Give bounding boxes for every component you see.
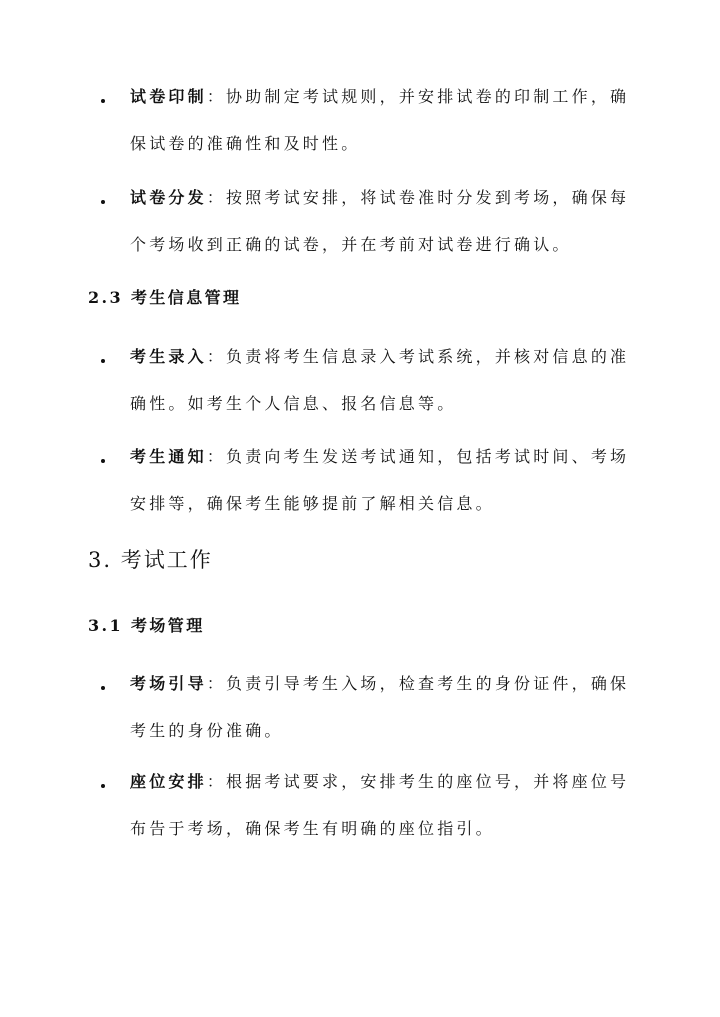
list-item-line	[130, 446, 629, 468]
list-item-term: 考生录入	[130, 347, 207, 366]
list-item-text-continued: 布告于考场，确保考生有明确的座位指引。	[130, 819, 495, 838]
list-item-text-continued: 考生的身份准确。	[130, 721, 284, 740]
bullet-icon	[101, 686, 105, 690]
subsection-heading-2-3: 2.3 考生信息管理	[88, 288, 242, 307]
list-item-text-continued: 个考场收到正确的试卷，并在考前对试卷进行确认。	[130, 235, 572, 254]
list-item-text: ：负责将考生信息录入考试系统，并核对信息的准	[206, 347, 630, 366]
subsection-heading-3-1: 3.1 考场管理	[88, 616, 205, 635]
bullet-icon	[101, 200, 105, 204]
bullet-icon	[101, 459, 105, 463]
list-item-line	[130, 346, 629, 368]
list-item-text: ：根据考试要求，安排考生的座位号，并将座位号	[206, 772, 630, 791]
list-item-line	[130, 673, 629, 695]
list-item-term: 试卷分发	[130, 188, 207, 207]
section-heading-3: 3. 考试工作	[88, 548, 213, 572]
bullet-icon	[101, 784, 105, 788]
list-item-text: ：负责向考生发送考试通知，包括考试时间、考场	[206, 447, 630, 466]
list-item-text-continued: 安排等，确保考生能够提前了解相关信息。	[130, 494, 495, 513]
list-item-term: 考生通知	[130, 447, 207, 466]
list-item-line	[130, 771, 629, 793]
list-item-term: 试卷印制	[130, 87, 207, 106]
list-item-line	[130, 187, 629, 209]
list-item-text-continued: 确性。如考生个人信息、报名信息等。	[130, 394, 457, 413]
list-item-term: 座位安排	[130, 772, 207, 791]
list-item-text: ：负责引导考生入场，检查考生的身份证件，确保	[206, 674, 630, 693]
bullet-icon	[101, 359, 105, 363]
list-item-line	[130, 86, 629, 108]
list-item-text: ：按照考试安排，将试卷准时分发到考场，确保每	[206, 188, 630, 207]
list-item-text: ：协助制定考试规则，并安排试卷的印制工作，确	[206, 87, 630, 106]
list-item-term: 考场引导	[130, 674, 207, 693]
list-item-text-continued: 保试卷的准确性和及时性。	[130, 134, 361, 153]
bullet-icon	[101, 99, 105, 103]
